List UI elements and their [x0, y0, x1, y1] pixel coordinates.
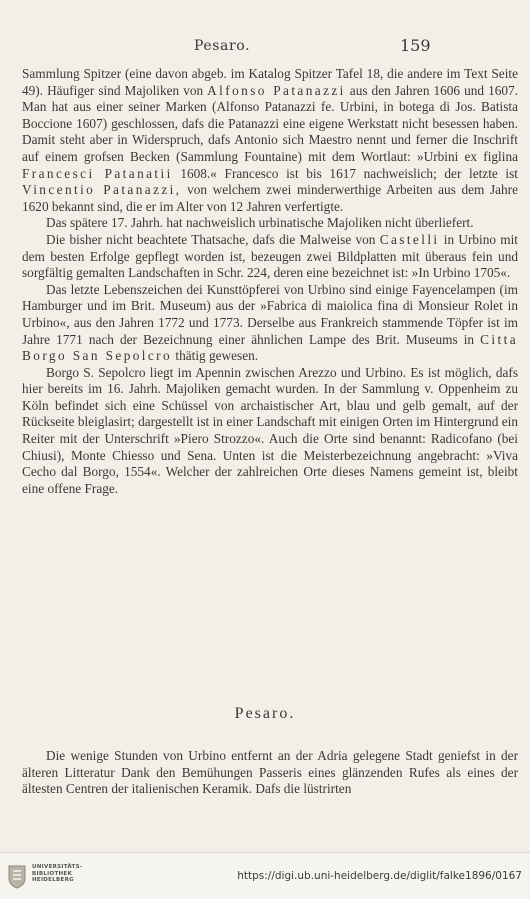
paragraph-1 — [22, 66, 518, 215]
library-name — [32, 864, 82, 884]
citation-link[interactable]: https://digi.ub.uni-heidelberg.de/diglit/falke1896/0167 — [237, 870, 522, 882]
paragraph-3 — [22, 232, 518, 282]
paragraph-4 — [22, 282, 518, 365]
page-number: 159 — [400, 36, 431, 55]
spaced-name: Vincentio Patanazzi, — [22, 182, 182, 198]
spaced-name: Francesci Patanatii — [22, 165, 173, 181]
library-name-line: BIBLIOTHEK — [32, 870, 73, 877]
running-head — [0, 38, 530, 58]
library-name-line: UNIVERSITÄTS- — [32, 864, 83, 870]
section-text — [22, 748, 518, 798]
university-library-logo-icon — [6, 863, 28, 889]
text-run: Die bisher nicht beachtete Thatsache, dafs die Malweise von — [46, 231, 380, 247]
text-run: thätig gewesen. — [172, 348, 259, 364]
paragraph-5: Borgo S. Sepolcro liegt im Apennin zwischen Arezzo und Urbino. Es ist möglich, dafs hier bereits im 16. Jahrh. Majoliken gemacht wurden. In der Sammlung v. Oppenheim zu Köln befindet sich eine Schüssel von archaistischer Art, blau und gelb gemalt, auf der Rückseite bleiglasirt; dargestellt ist in einer Landschaft mit einigen Orten im Hintergrund ein Reiter mit der Unterschrift »Piero Strozzo«. Auch die Orte sind benannt: Radicofano (bei Chiusi), Monte Chiesso und Sena. Unten ist die Meisterbezeichnung angebracht: »Viva Cecho dal Borgo, 1554«. Welcher der zahlreichen Orte dieses Namens gemeint ist, bleibt eine offene Frage. — [22, 364, 518, 496]
text-run: Sammlung Spitzer (eine davon abgeb. im Katalog Spitzer Tafel 18, die andere im Text Seite 49). Häufiger sind Majoliken von — [22, 66, 518, 98]
text-run: von welchem zwei minderwerthige Arbeiten aus dem Jahre 1620 bekannt sind, die er im Alter von 12 Jahren verfertigte. — [22, 182, 518, 214]
text-run: Das letzte Lebenszeichen dei Kunsttöpferei von Urbino sind einige Fayencelampen (im Hamburger und im Brit. Museum) aus der »Fabrica di maiolica fina di Monsieur Rolet in Urbino«, aus den Jahren 1772 und 1773. Derselbe aus Frankreich stammende Töpfer ist im Jahre 1771 nach der Bezeichnung einer ähnlichen Lampe des Brit. Museums in — [22, 281, 518, 347]
section-heading: Pesaro. — [234, 705, 296, 722]
text-run: in Urbino mit dem besten Erfolge gepflegt worden ist, bezeugen zwei Bildplatten mit überaus fein und sorgfältig gemalten Landschaften in Schr. 224, deren eine bezeichnet ist: »In Urbino 1705«. — [22, 231, 518, 281]
footer-bar — [0, 852, 530, 899]
section-paragraph: Die wenige Stunden von Urbino entfernt an der Adria gelegene Stadt geniefst in der älteren Litteratur Dank den Bemühungen Passeris eines glänzenden Rufes als eines der ältesten Centren der italienischen Keramik. Dafs die lüstrirten — [22, 748, 518, 797]
running-title: Pesaro. — [194, 38, 251, 54]
body-text — [22, 66, 518, 497]
spaced-name: Castelli — [379, 231, 440, 247]
library-name-line: HEIDELBERG — [32, 877, 74, 884]
text-run: aus den Jahren 1606 und 1607. Man hat aus einer seiner Marken (Alfonso Patanazzi fe. Urbini, in botega di Jos. Batista Boccione 1607) geschlossen, dafs die Patanazzi eine eigene Werkstatt nicht besessen haben. Damit steht aber in Widerspruch, dafs Antonio sich Maestro nennt und ferner die Inschrift auf einem grofsen Becken (Sammlung Fountaine) mit dem Wortlaut: »Urbini ex figlina — [22, 82, 518, 164]
text-run: 1608.« Francesco ist bis 1617 nachweislich; der letzte ist — [172, 165, 519, 181]
spaced-name: Citta Borgo San Sepolcro — [22, 331, 518, 364]
spaced-name: Alfonso Patanazzi — [207, 82, 346, 98]
paragraph-2: Das spätere 17. Jahrh. hat nachweislich urbinatische Majoliken nicht überliefert. — [46, 215, 474, 231]
